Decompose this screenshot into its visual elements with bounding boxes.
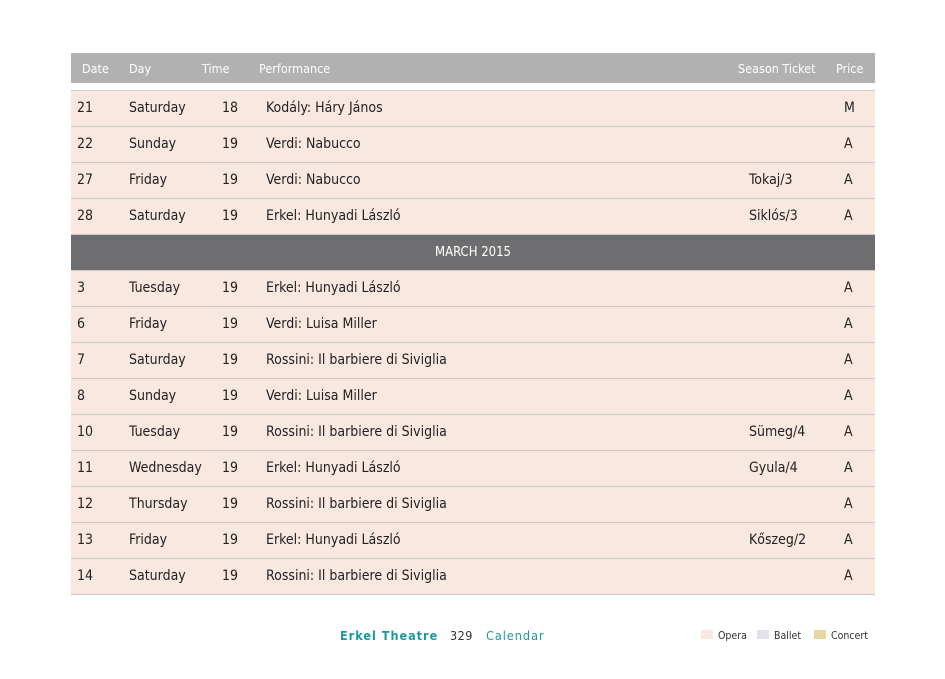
cell-performance: Rossini: Il barbiere di Siviglia: [266, 352, 447, 368]
cell-time: 19: [222, 424, 239, 440]
legend-label-ballet: Ballet: [774, 630, 802, 642]
table-row: [71, 379, 875, 415]
cell-date: 22: [77, 136, 94, 152]
cell-time: 18: [222, 100, 239, 116]
cell-day: Sunday: [129, 136, 177, 152]
cell-price: A: [844, 424, 853, 440]
cell-performance: Rossini: Il barbiere di Siviglia: [266, 568, 447, 584]
cell-price: A: [844, 496, 853, 512]
legend-label-opera: Opera: [718, 630, 747, 642]
cell-time: 19: [222, 532, 239, 548]
rows-february: [71, 91, 875, 235]
cell-season-ticket: Sümeg/4: [749, 424, 806, 440]
cell-date: 7: [77, 352, 86, 368]
header-gap: [71, 83, 875, 91]
header-performance: Performance: [259, 61, 331, 76]
cell-day: Friday: [129, 532, 168, 548]
cell-date: 12: [77, 496, 94, 512]
cell-performance: Erkel: Hunyadi László: [266, 532, 401, 548]
cell-date: 11: [77, 460, 94, 476]
cell-season-ticket: Kőszeg/2: [749, 532, 807, 548]
cell-performance: Erkel: Hunyadi László: [266, 280, 401, 296]
table-row: [71, 415, 875, 451]
cell-day: Thursday: [129, 496, 188, 512]
month-divider: MARCH 2015: [71, 235, 875, 271]
cell-price: A: [844, 280, 853, 296]
cell-day: Friday: [129, 316, 168, 332]
cell-time: 19: [222, 460, 239, 476]
header-price: Price: [836, 61, 864, 76]
footer-section: Calendar: [486, 628, 545, 643]
cell-day: Saturday: [129, 100, 186, 116]
cell-price: A: [844, 172, 853, 188]
cell-time: 19: [222, 172, 239, 188]
page-number: 329: [450, 628, 473, 643]
cell-price: M: [844, 100, 855, 116]
header-season-ticket: Season Ticket: [738, 61, 816, 76]
cell-date: 6: [77, 316, 86, 332]
cell-day: Sunday: [129, 388, 177, 404]
cell-price: A: [844, 388, 853, 404]
cell-price: A: [844, 352, 853, 368]
cell-time: 19: [222, 352, 239, 368]
cell-price: A: [844, 136, 853, 152]
cell-performance: Rossini: Il barbiere di Siviglia: [266, 496, 447, 512]
table-row: [71, 127, 875, 163]
table-row: [71, 199, 875, 235]
table-row: [71, 271, 875, 307]
cell-day: Saturday: [129, 352, 186, 368]
cell-season-ticket: Gyula/4: [749, 460, 798, 476]
legend-swatch-concert: [814, 630, 826, 639]
table-row: [71, 163, 875, 199]
cell-price: A: [844, 208, 853, 224]
cell-season-ticket: Tokaj/3: [749, 172, 793, 188]
footer-venue: Erkel Theatre: [340, 628, 439, 643]
cell-season-ticket: Siklós/3: [749, 208, 798, 224]
cell-price: A: [844, 460, 853, 476]
cell-time: 19: [222, 208, 239, 224]
cell-performance: Verdi: Nabucco: [266, 172, 361, 188]
table-row: [71, 487, 875, 523]
table-row: [71, 343, 875, 379]
table-row: [71, 307, 875, 343]
cell-time: 19: [222, 280, 239, 296]
cell-day: Wednesday: [129, 460, 202, 476]
cell-date: 14: [77, 568, 94, 584]
cell-time: 19: [222, 136, 239, 152]
cell-performance: Rossini: Il barbiere di Siviglia: [266, 424, 447, 440]
legend-label-concert: Concert: [831, 630, 868, 642]
cell-performance: Erkel: Hunyadi László: [266, 208, 401, 224]
table-row: [71, 559, 875, 595]
table-row: [71, 523, 875, 559]
header-day: Day: [129, 61, 152, 76]
table-row: [71, 91, 875, 127]
cell-performance: Erkel: Hunyadi László: [266, 460, 401, 476]
cell-price: A: [844, 532, 853, 548]
cell-time: 19: [222, 568, 239, 584]
cell-date: 21: [77, 100, 94, 116]
cell-date: 3: [77, 280, 86, 296]
cell-time: 19: [222, 496, 239, 512]
cell-performance: Verdi: Nabucco: [266, 136, 361, 152]
header-time: Time: [202, 61, 230, 76]
page-footer: [0, 627, 945, 647]
cell-date: 8: [77, 388, 86, 404]
cell-price: A: [844, 316, 853, 332]
cell-day: Saturday: [129, 208, 186, 224]
legend-swatch-opera: [701, 630, 713, 639]
cell-performance: Kodály: Háry János: [266, 100, 383, 116]
cell-date: 10: [77, 424, 94, 440]
cell-day: Tuesday: [129, 424, 181, 440]
cell-date: 13: [77, 532, 94, 548]
table-row: [71, 451, 875, 487]
cell-performance: Verdi: Luisa Miller: [266, 388, 377, 404]
calendar-table: [71, 53, 875, 595]
cell-date: 27: [77, 172, 94, 188]
cell-day: Tuesday: [129, 280, 181, 296]
cell-performance: Verdi: Luisa Miller: [266, 316, 377, 332]
cell-day: Saturday: [129, 568, 186, 584]
cell-price: A: [844, 568, 853, 584]
legend-swatch-ballet: [757, 630, 769, 639]
table-header: [71, 53, 875, 83]
header-date: Date: [82, 61, 109, 76]
cell-day: Friday: [129, 172, 168, 188]
rows-march: [71, 271, 875, 595]
cell-date: 28: [77, 208, 94, 224]
cell-time: 19: [222, 316, 239, 332]
cell-time: 19: [222, 388, 239, 404]
